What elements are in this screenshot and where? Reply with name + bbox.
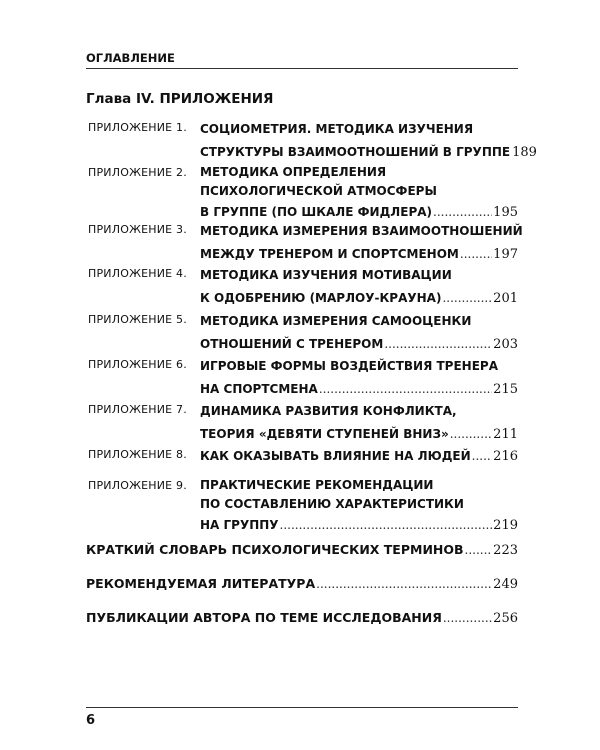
appendix-label: ПРИЛОЖЕНИЕ 4. (88, 267, 187, 280)
entry-title-text: ПСИХОЛОГИЧЕСКОЙ АТМОСФЕРЫ (200, 184, 437, 198)
entry-title-text: ИГРОВЫЕ ФОРМЫ ВОЗДЕЙСТВИЯ ТРЕНЕРА (200, 359, 498, 373)
entry-title-text: К ОДОБРЕНИЮ (МАРЛОУ-КРАУНА) (200, 291, 442, 305)
page-number-ref: 249 (493, 577, 518, 592)
appendix-label: ПРИЛОЖЕНИЕ 1. (88, 121, 187, 134)
entry-title-text: НА ГРУППУ (200, 518, 279, 532)
section-title: РЕКОМЕНДУЕМАЯ ЛИТЕРАТУРА (86, 576, 316, 591)
page-number-ref: 211 (493, 427, 518, 442)
appendix-label: ПРИЛОЖЕНИЕ 5. (88, 313, 187, 326)
page-header-title: ОГЛАВЛЕНИЕ (86, 51, 175, 65)
page-number-ref: 203 (493, 337, 518, 352)
entry-title-text: ПРАКТИЧЕСКИЕ РЕКОМЕНДАЦИИ (200, 478, 434, 492)
entry-title-text: МЕТОДИКА ИЗМЕРЕНИЯ САМООЦЕНКИ (200, 314, 472, 328)
entry-title-line (200, 423, 518, 446)
entry-title-line (200, 495, 518, 514)
entry-title-text: МЕТОДИКА ИЗУЧЕНИЯ МОТИВАЦИИ (200, 268, 452, 282)
entry-title-line (200, 514, 518, 537)
page-number-ref: 223 (493, 543, 518, 558)
entry-title-text: КАК ОКАЗЫВАТЬ ВЛИЯНИЕ НА ЛЮДЕЙ (200, 449, 471, 463)
entry-title-text: НА СПОРТСМЕНА (200, 382, 318, 396)
section-title: КРАТКИЙ СЛОВАРЬ ПСИХОЛОГИЧЕСКИХ ТЕРМИНОВ (86, 542, 464, 557)
dot-leader (443, 607, 492, 630)
appendix-label: ПРИЛОЖЕНИЕ 6. (88, 358, 187, 371)
entry-title-text: СОЦИОМЕТРИЯ. МЕТОДИКА ИЗУЧЕНИЯ (200, 122, 474, 136)
entry-title-line (200, 264, 518, 287)
dot-leader (442, 287, 492, 310)
dot-leader (280, 514, 493, 537)
entry-title-text: В ГРУППЕ (ПО ШКАЛЕ ФИДЛЕРА) (200, 205, 433, 219)
entry-title-line (200, 182, 518, 201)
page-number-ref: 197 (493, 247, 518, 262)
entry-title-line (200, 445, 518, 468)
entry-title-text: МЕТОДИКА ИЗМЕРЕНИЯ ВЗАИМООТНОШЕНИЙ (200, 224, 523, 238)
dot-leader (316, 573, 492, 596)
appendix-label: ПРИЛОЖЕНИЕ 7. (88, 403, 187, 416)
entry-title-text: МЕТОДИКА ОПРЕДЕЛЕНИЯ (200, 165, 387, 179)
dot-leader (460, 243, 492, 266)
appendix-label: ПРИЛОЖЕНИЕ 8. (88, 448, 187, 461)
entry-title-text: МЕЖДУ ТРЕНЕРОМ И СПОРТСМЕНОМ (200, 247, 459, 261)
entry-title-line (200, 355, 518, 378)
page-number: 6 (86, 713, 96, 728)
entry-title-line (200, 163, 518, 182)
dot-leader (465, 539, 493, 562)
entry-title-line (200, 287, 518, 310)
page-number-ref: 216 (493, 449, 518, 464)
entry-title-line (200, 243, 518, 266)
dot-leader (450, 423, 492, 446)
chapter-title: Глава IV. ПРИЛОЖЕНИЯ (86, 91, 274, 107)
header-divider (86, 68, 518, 69)
entry-title-line (200, 476, 518, 495)
appendix-label: ПРИЛОЖЕНИЕ 3. (88, 223, 187, 236)
appendix-label: ПРИЛОЖЕНИЕ 2. (88, 166, 187, 179)
entry-title-text: ПО СОСТАВЛЕНИЮ ХАРАКТЕРИСТИКИ (200, 497, 464, 511)
page-number-ref: 201 (493, 291, 518, 306)
footer-divider (86, 707, 518, 708)
toc-entry-literature[interactable] (86, 572, 518, 595)
page-number-ref: 256 (493, 611, 518, 626)
entry-title-line (200, 400, 518, 423)
entry-title-line (200, 378, 518, 401)
entry-title-text: СТРУКТУРЫ ВЗАИМООТНОШЕНИЙ В ГРУППЕ (200, 145, 511, 159)
entry-title-line (200, 118, 518, 141)
dot-leader (384, 333, 492, 356)
page-number-ref: 215 (493, 382, 518, 397)
page-number-ref: 195 (493, 205, 518, 220)
entry-title-text: ДИНАМИКА РАЗВИТИЯ КОНФЛИКТА, (200, 404, 457, 418)
page-number-ref: 219 (493, 518, 518, 533)
entry-title-line (200, 310, 518, 333)
dot-leader (319, 378, 492, 401)
page-number-ref: 189 (512, 145, 537, 160)
entry-title-line (200, 141, 537, 164)
toc-entry-publications[interactable] (86, 606, 518, 629)
entry-title-line (200, 333, 518, 356)
entry-title-text: ОТНОШЕНИЙ С ТРЕНЕРОМ (200, 337, 384, 351)
entry-title-text: ТЕОРИЯ «ДЕВЯТИ СТУПЕНЕЙ ВНИЗ» (200, 427, 449, 441)
entry-title-line (200, 220, 523, 243)
appendix-label: ПРИЛОЖЕНИЕ 9. (88, 479, 187, 492)
dot-leader (472, 445, 493, 468)
section-title: ПУБЛИКАЦИИ АВТОРА ПО ТЕМЕ ИССЛЕДОВАНИЯ (86, 610, 442, 625)
toc-entry-glossary[interactable] (86, 538, 518, 561)
